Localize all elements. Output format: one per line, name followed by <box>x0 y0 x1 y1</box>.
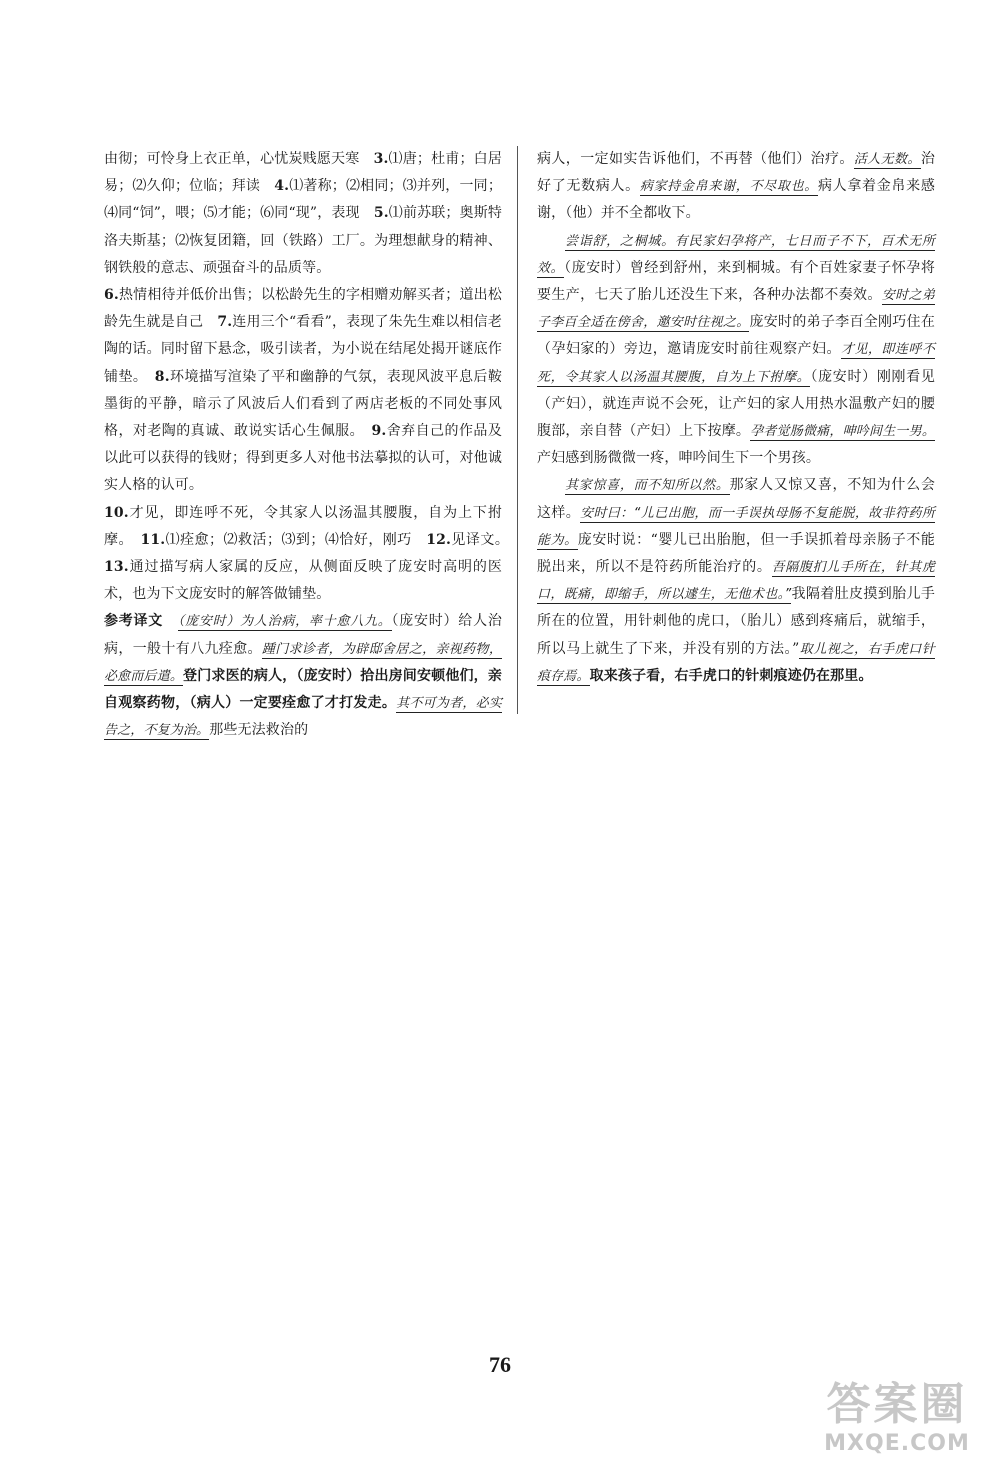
text-span: 才见，即连呼不死，令其家人以汤温其腰腹，自为上下拊摩。 <box>104 504 502 548</box>
text-span: ⑴痊愈；⑵救活；⑶到；⑷恰好，刚巧 <box>165 531 427 548</box>
original-classical-text: （庞安时）为人治病，率十愈八九。 <box>177 614 392 630</box>
translation-text: 取来孩子看，右手虎口的针刺痕迹仍在那里。 <box>589 667 873 684</box>
translation-text: 病人，一定如实告诉他们，不再替（他们）治疗。 <box>537 151 854 167</box>
text-span: 由彻；可怜身上衣正单，心忧炭贱愿天寒 <box>104 151 374 167</box>
translation-text: 病人拿着金帛来感谢，（他）并不全都收下。 <box>537 178 936 222</box>
original-classical-text: 取儿视之，右手虎口针痕存焉。 <box>537 641 935 684</box>
question-number: 4. <box>274 178 290 195</box>
question-number: 12. <box>426 531 452 548</box>
reference-translation <box>104 608 502 744</box>
translation-text: 那家人又惊又喜，不知为什么会这样。 <box>537 477 935 521</box>
translation-text: 产妇感到肠微微一疼，呻吟间生下一个男孩。 <box>537 450 820 467</box>
right-column <box>537 146 935 690</box>
watermark-logo <box>802 1379 992 1465</box>
original-classical-text: 孕者觉肠微痛，呻吟间生一男。 <box>750 424 936 440</box>
translation-para-3 <box>537 472 935 690</box>
question-number: 5. <box>373 205 389 222</box>
left-column <box>104 146 517 744</box>
translation-para-1 <box>537 146 935 228</box>
text-span: 通过描写病人家属的反应，从侧面反映了庞安时高明的医术，也为下文庞安时的解答做铺垫。 <box>104 559 502 603</box>
text-span: 见译文。 <box>451 531 517 548</box>
question-number: 6. <box>104 287 119 304</box>
question-number: 3. <box>373 151 389 167</box>
translation-text: 那些无法救治的 <box>209 722 309 739</box>
original-classical-text: 踵门求诊者，为辟邸舍居之，亲视药物，必愈而后遣。 <box>104 641 502 684</box>
text-span: ⑴著称；⑵相同；⑶并列，一同；⑷同“饲”，喂；⑸才能；⑹同“现”，表现 <box>104 178 503 222</box>
answers-para-10-13 <box>104 500 517 609</box>
text-span: 环境描写渲染了平和幽静的气氛，表现风波平息后鞍墨街的平静，暗示了风波后人们看到了两店老板的不同处事风格，对老陶的真诚、敢说实话心生佩服。 <box>104 368 502 440</box>
translation-text: （庞安时）曾经到舒州，来到桐城。有个百姓家妻子怀孕将要生产，七天了胎儿还没生下来，各种办法都不奏效。 <box>537 259 935 304</box>
text-span: ⑴唐；杜甫；白居易；⑵久仰；位临；拜读 <box>104 151 503 195</box>
section-label: 参考译文 <box>104 613 164 630</box>
original-classical-text: 病家持金帛来谢，不尽取也。 <box>639 179 818 195</box>
answers-para-6-9 <box>104 282 502 500</box>
question-number: 13. <box>104 559 129 576</box>
original-classical-text: 安时曰：“儿已出胞，而一手误执母肠不复能脱，故非符药所能为。 <box>537 505 935 548</box>
question-number: 9. <box>371 423 387 440</box>
question-number: 10. <box>104 504 129 521</box>
translation-text: 我隔着肚皮摸到胎儿手所在的位置，用针刺他的虎口，（胎儿）感到疼痛后，就缩手，所以马上就生了下来，并没有别的方法。” <box>537 586 935 657</box>
question-number: 8. <box>154 368 170 385</box>
original-classical-text: 吾隔腹扪儿手所在，针其虎口，既痛，即缩手，所以遽生，无他术也。” <box>537 560 935 603</box>
question-number: 11. <box>140 531 166 548</box>
watermark-text: 答案圈 <box>826 1379 968 1430</box>
text-span: ⑴前苏联；奥斯特洛夫斯基；⑵恢复团籍，回（铁路）工厂。为理想献身的精神、钢铁般的意志、顽强奋斗的品质等。 <box>104 205 503 276</box>
page-number: 76 <box>489 1352 511 1377</box>
translation-text: 登门求医的病人，（庞安时）拾出房间安顿他们，亲自观察药物，（病人）一定要痊愈了才打发走。 <box>104 667 502 712</box>
watermark-url: MXQE.COM <box>824 1431 970 1456</box>
original-classical-text: 尝诣舒，之桐城。有民家妇孕将产，七日而子不下，百术无所效。 <box>537 233 935 276</box>
original-classical-text: 其不可为者，必实告之，不复为治。 <box>104 696 503 739</box>
text-span: 舍弃自己的作品及以此可以获得的钱财；得到更多人对他书法摹拟的认可，对他诚实人格的认可。 <box>104 423 502 494</box>
translation-text: 庞安时的弟子李百全刚巧住在（孕妇家的）旁边，邀请庞安时前往观察产妇。 <box>537 314 935 358</box>
translation-text: （庞安时）给人治病，一般十有八九痊愈。 <box>104 613 502 657</box>
original-classical-text: 才见，即连呼不死，令其家人以汤温其腰腹，自为上下拊摩。 <box>537 342 935 385</box>
translation-text: 治好了无数病人。 <box>537 151 935 195</box>
original-classical-text: 其家惊喜，而不知所以然。 <box>565 478 730 494</box>
answers-para-3-5 <box>104 146 502 282</box>
translation-text: （庞安时）刚刚看见（产妇），就连声说不会死，让产妇的家人用热水温敷产妇的腰腹部，亲自替（产妇）上下按摩。 <box>537 368 935 440</box>
question-number: 7. <box>217 314 233 331</box>
translation-text: 庞安时说：“婴儿已出胎胞，但一手误抓着母亲肠子不能脱出来，所以不是符药所能治疗的。 <box>537 531 936 576</box>
translation-para-2 <box>537 228 935 473</box>
original-classical-text: 安时之弟子李百全适在傍舍， <box>537 288 935 331</box>
original-classical-text: 邀安时往视之。 <box>656 315 750 331</box>
original-classical-text: 活人无数。 <box>853 152 921 167</box>
column-divider <box>517 146 518 714</box>
text-span: 连用三个“看看”，表现了朱先生难以相信老陶的话。同时留下悬念，吸引读者，为小说在结尾处揭开谜底作铺垫。 <box>104 314 502 385</box>
text-span: 热情相待并低价出售；以松龄先生的字相赠劝解买者；道出松龄先生就是自己 <box>104 287 502 331</box>
